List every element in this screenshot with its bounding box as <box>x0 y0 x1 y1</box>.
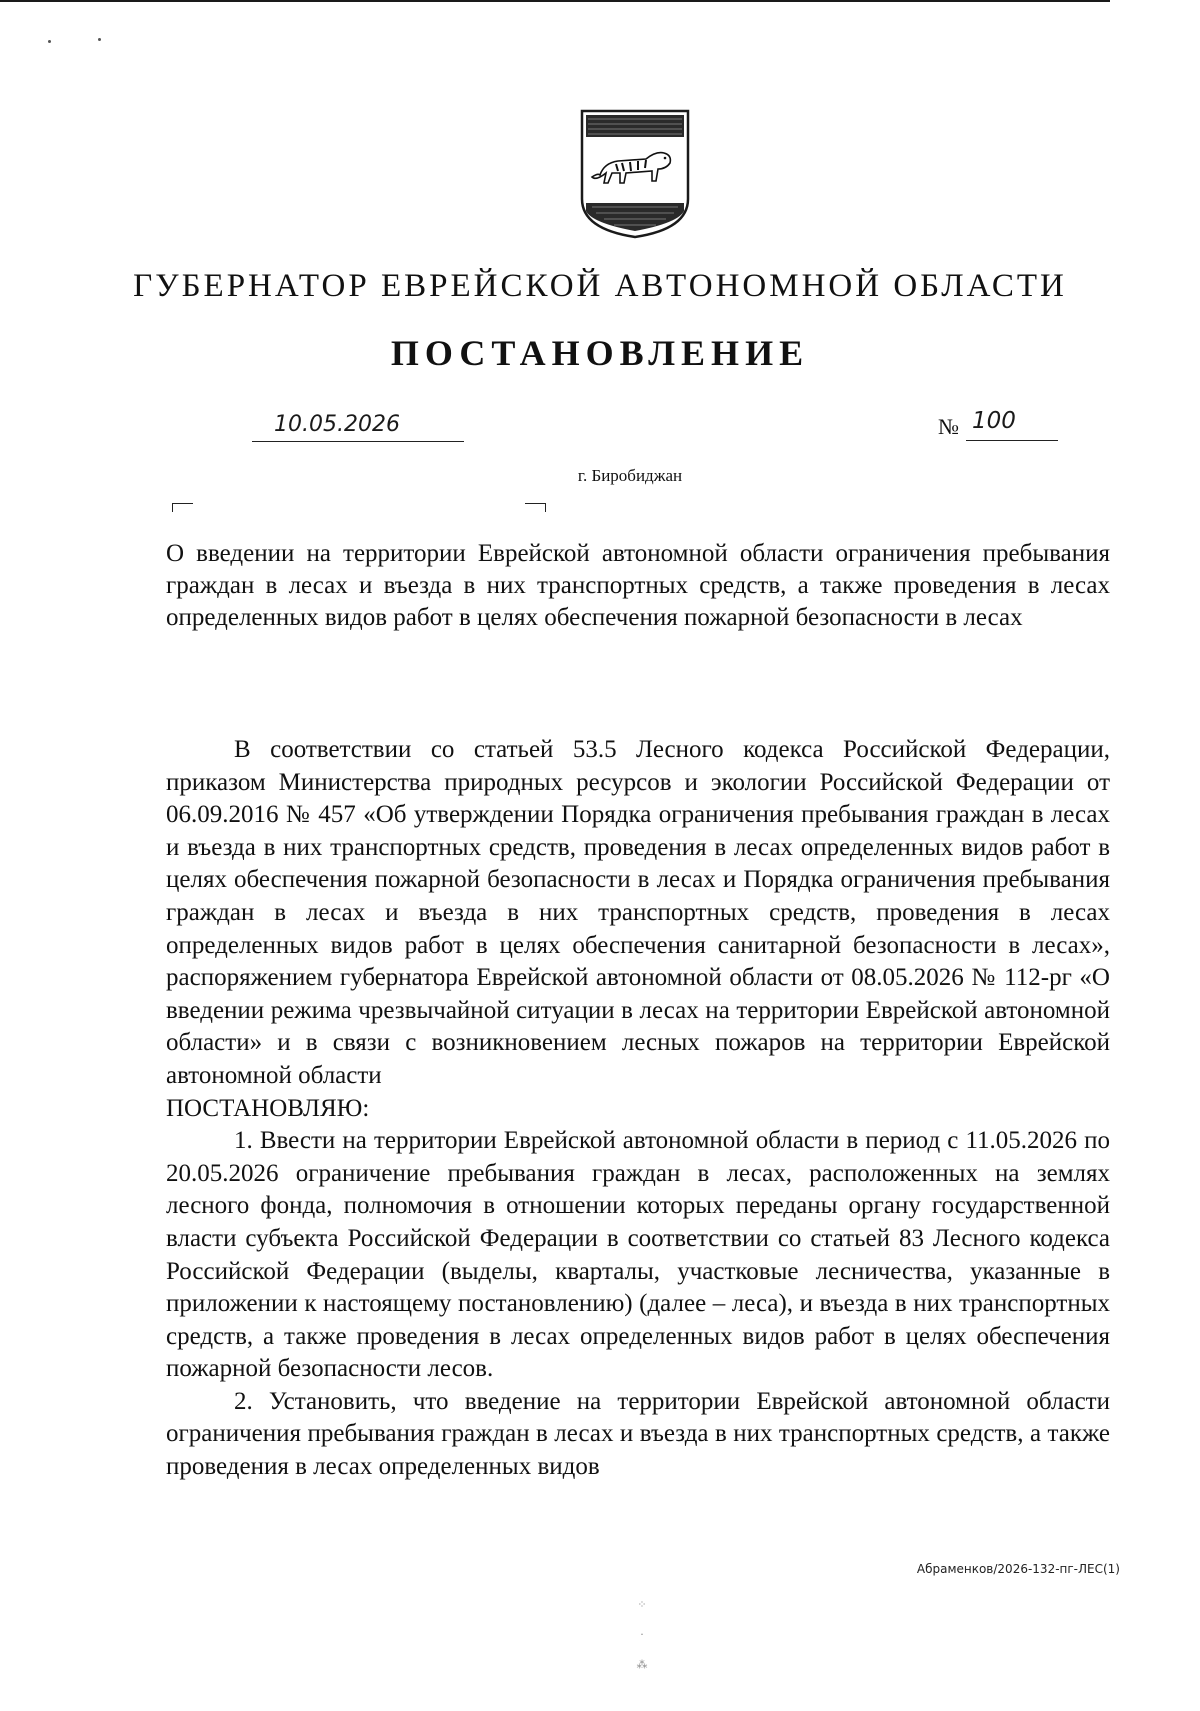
title-bracket-left <box>172 503 193 512</box>
document-number: 100 <box>966 408 1058 441</box>
faint-mark: ⁘ <box>637 1598 647 1611</box>
document-title: О введении на территории Еврейской автономной области ограничения пребывания граждан в лесах и въезда в них транспортных средств, а также проведения в лесах определенных видов работ в целях обеспечения пожарной безопасности в лесах <box>166 540 1110 631</box>
document-type: ПОСТАНОВЛЕНИЕ <box>390 333 810 373</box>
scan-speck <box>48 40 51 43</box>
title-bracket-right <box>525 503 546 512</box>
coat-of-arms-emblem <box>578 107 692 241</box>
preamble-paragraph: В соответствии со статьей 53.5 Лесного кодекса Российской Федерации, приказом Министерства природных ресурсов и экологии Российской Федерации от 06.09.2016 № 457 «Об утверждении Порядка ограничения пребывания граждан в лесах и въезда в них транспортных средств, проведения в лесах определенных видов работ в целях обеспечения пожарной безопасности в лесах и Порядка ограничения пребывания граждан в лесах и въезда в них транспортных средств, проведения в лесах определенных видов работ в целях обеспечения санитарной безопасности в лесах», распоряжением губернатора Еврейской автономной области от 08.05.2026 № 112-рг «О введении режима чрезвычайной ситуации в лесах на территории Еврейской автономной области» и в связи с возникновением лесных пожаров на территории Еврейской автономной области <box>166 736 1110 1089</box>
item-1-paragraph: 1. Ввести на территории Еврейской автономной области в период с 11.05.2026 по 20.05.2026 ограничение пребывания граждан в лесах, расположенных на землях лесного фонда, полномочия в отношении которых переданы органу государственной власти субъекта Российской Федерации в соответствии со статьей 83 Лесного кодекса Российской Федерации (выделы, кварталы, участковые лесничества, указанные в приложении к настоящему постановлению) (далее – леса), и въезда в них транспортных средств, а также проведения в лесах определенных видов работ в целях обеспечения пожарной безопасности лесов. <box>166 1127 1110 1383</box>
item-2-paragraph: 2. Установить, что введение на территории Еврейской автономной области ограничения пребывания граждан в лесах и въезда в них транспортных средств, а также проведения в лесах определенных видов <box>166 1387 1110 1481</box>
city-of-issue: г. Биробиджан <box>577 466 683 485</box>
decree-keyword: ПОСТАНОВЛЯЮ: <box>166 1094 370 1122</box>
scan-speck <box>98 38 101 41</box>
footer-reference: Абраменков/2026-132-пг-ЛЕС(1) <box>916 1562 1120 1576</box>
faint-mark: · <box>640 1628 644 1641</box>
document-date: 10.05.2026 <box>252 412 464 442</box>
faint-mark: ⁂ <box>636 1658 648 1671</box>
document-body <box>166 734 1110 1484</box>
page-marks <box>612 1590 672 1690</box>
number-label: № <box>938 414 959 439</box>
authority-title: ГУБЕРНАТОР ЕВРЕЙСКОЙ АВТОНОМНОЙ ОБЛАСТИ <box>133 268 1067 304</box>
top-rule <box>0 0 1110 2</box>
